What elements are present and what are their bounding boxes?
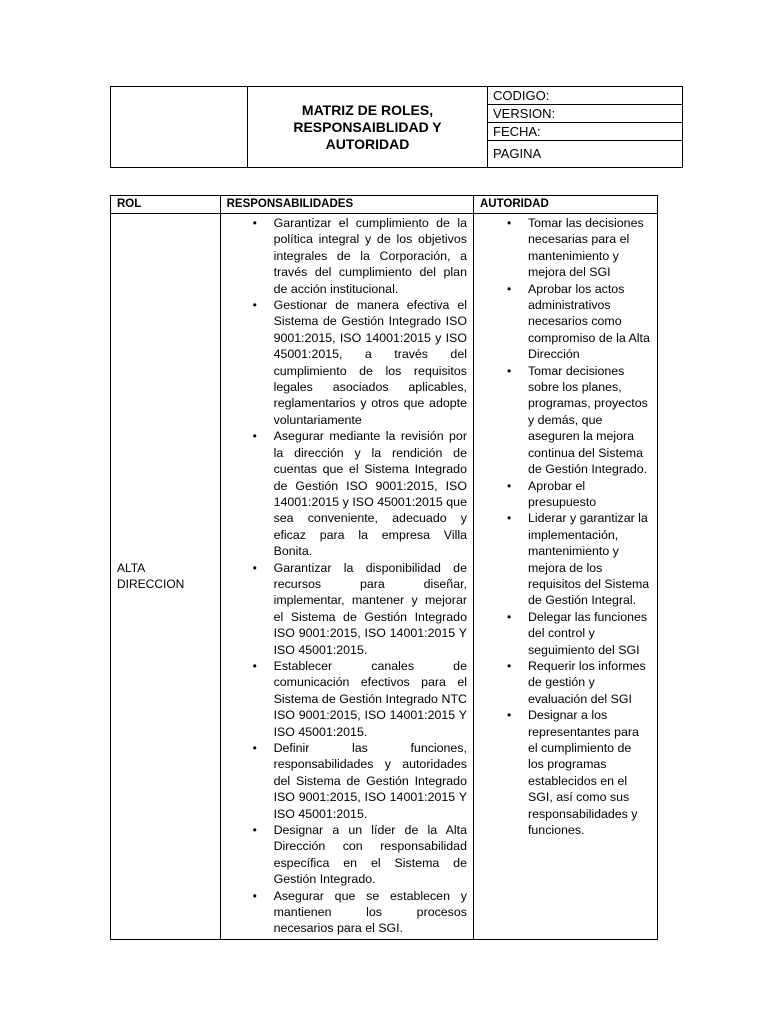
column-header-autoridad: AUTORIDAD — [473, 196, 657, 214]
list-item: • Tomar decisiones sobre los planes, programas, proyectos y demás, que aseguren la mejora continua del Sistema de Gestión Integrado. — [528, 363, 650, 478]
autoridad-list — [475, 215, 656, 839]
responsabilidades-cell — [220, 214, 473, 940]
list-item: • Asegurar mediante la revisión por la dirección y la rendición de cuentas que el Sistema Integrado de Gestión ISO 9001:2015, ISO 14001:2015 y ISO 45001:2015 que sea conveniente, adecuado y eficaz para la empresa Villa Bonita. — [274, 428, 467, 559]
list-item: • Tomar las decisiones necesarias para el mantenimiento y mejora del SGI — [528, 215, 650, 281]
column-header-responsabilidades: RESPONSABILIDADES — [220, 196, 473, 214]
title-line: AUTORIDAD — [325, 135, 410, 152]
roles-matrix-table — [110, 195, 658, 940]
list-item: • Aprobar los actos administrativos necesarios como compromiso de la Alta Dirección — [528, 281, 650, 363]
fecha-field: FECHA: — [488, 123, 683, 141]
list-item: • Definir las funciones, responsabilidades y autoridades del Sistema de Gestión Integrado ISO 9001:2015, ISO 14001:2015 Y ISO 45001:2015. — [274, 740, 467, 822]
list-item: • Delegar las funciones del control y seguimiento del SGI — [528, 609, 650, 658]
list-item: • Asegurar que se establecen y mantienen los procesos necesarios para el SGI. — [274, 888, 467, 937]
list-item: • Aprobar el presupuesto — [528, 478, 650, 511]
list-item: • Requerir los informes de gestión y evaluación del SGI — [528, 658, 650, 707]
pagina-field: PAGINA — [488, 141, 683, 168]
list-item: • Liderar y garantizar la implementación, mantenimiento y mejora de los requisitos del Sistema de Gestión Integral. — [528, 510, 650, 608]
version-field: VERSION: — [488, 105, 683, 123]
document-title — [248, 87, 488, 168]
column-header-rol: ROL — [111, 196, 221, 214]
title-line: MATRIZ DE ROLES, — [301, 101, 434, 118]
logo-placeholder — [111, 87, 248, 168]
list-item: • Garantizar el cumplimiento de la política integral y de los objetivos integrales de la Corporación, a través del cumplimiento del plan de acción institucional. — [274, 215, 467, 297]
list-item: • Gestionar de manera efectiva el Sistema de Gestión Integrado ISO 9001:2015, ISO 14001:2015 y ISO 45001:2015, a través del cumplimiento de los requisitos legales asociados aplicables, reglamentarios y otros que adopte voluntariamente — [274, 297, 467, 428]
table-header-row — [111, 196, 658, 214]
list-item: • Designar a un líder de la Alta Dirección con responsabilidad específica en el Sistema de Gestión Integrado. — [274, 822, 467, 888]
list-item: • Garantizar la disponibilidad de recursos para diseñar, implementar, mantener y mejorar el Sistema de Gestión Integrado ISO 9001:2015, ISO 14001:2015 Y ISO 45001:2015. — [274, 560, 467, 658]
responsabilidades-list — [222, 215, 472, 938]
list-item: • Designar a los representantes para el cumplimiento de los programas establecidos en el SGI, así como sus responsabilidades y funciones. — [528, 707, 650, 838]
title-line: RESPONSAIBLIDAD Y — [293, 118, 442, 135]
codigo-field: CODIGO: — [488, 87, 683, 105]
document-header — [110, 86, 683, 168]
list-item: • Establecer canales de comunicación efectivos para el Sistema de Gestión Integrado NTC ISO 9001:2015, ISO 14001:2015 Y ISO 45001:2015. — [274, 658, 467, 740]
table-row — [111, 214, 658, 940]
rol-cell: ALTA DIRECCION — [111, 214, 221, 940]
autoridad-cell — [473, 214, 657, 940]
